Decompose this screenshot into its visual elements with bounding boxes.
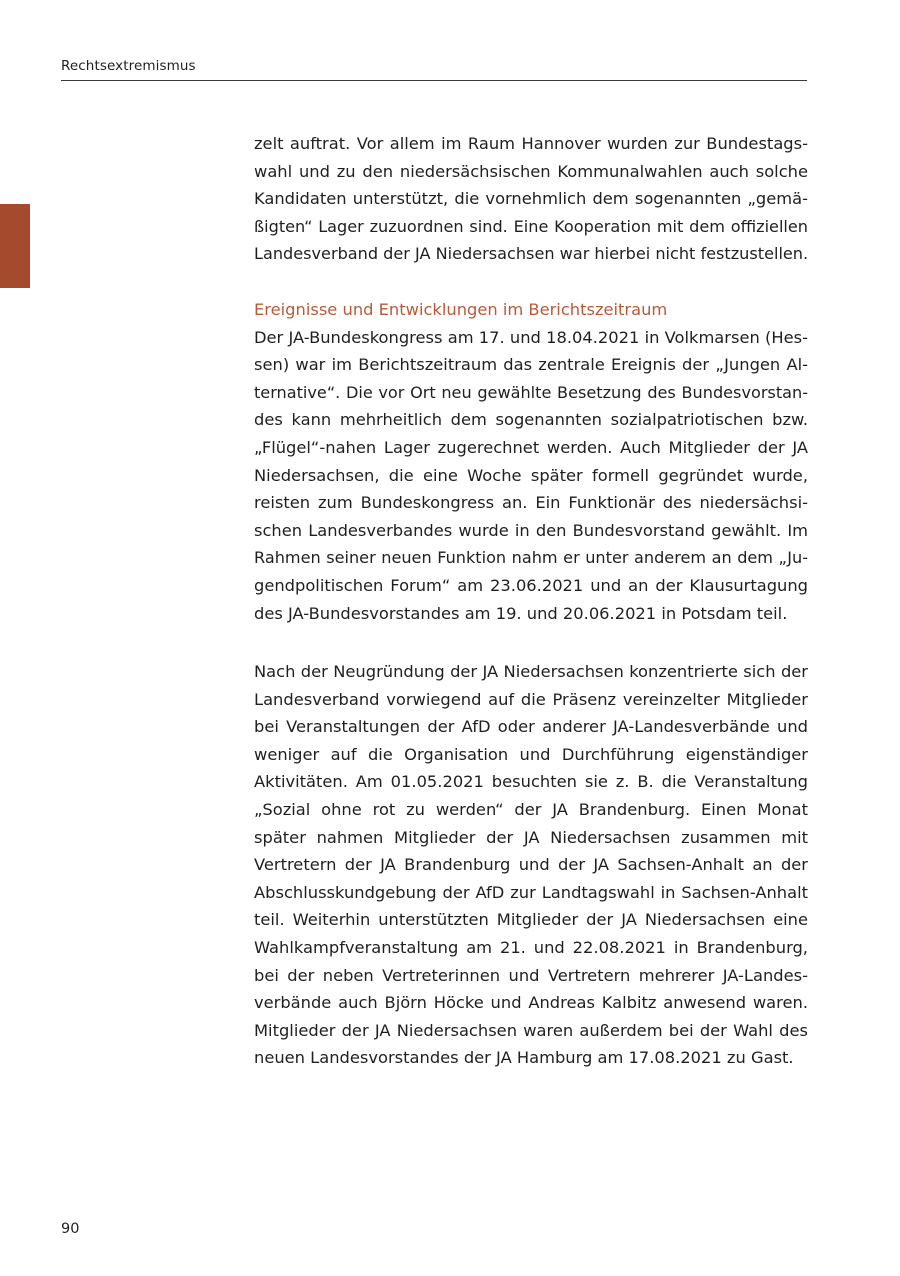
text-line: neuen Landesvorstandes der JA Hamburg am 17.08.2021 zu Gast. <box>254 1048 794 1068</box>
text-line: zelt auftrat. Vor allem im Raum Hannover wurden zur Bundestags- <box>254 134 808 153</box>
text-line: verbände auch Björn Höcke und Andreas Kalbitz anwesend waren. <box>254 993 808 1013</box>
paragraph-1 <box>254 130 808 268</box>
text-line: Niedersachsen, die eine Woche später formell gegründet wurde, <box>254 465 808 485</box>
text-line: weniger auf die Organisation und Durchführung eigenständiger <box>254 744 808 764</box>
text-line: Aktivitäten. Am 01.05.2021 besuchten sie z. B. die Veranstaltung <box>254 772 808 792</box>
chapter-marker-tab <box>0 204 30 288</box>
text-line: Landesverband vorwiegend auf die Präsenz vereinzelter Mitglieder <box>254 689 808 709</box>
text-line: ternative“. Die vor Ort neu gewählte Besetzung des Bundesvorstan- <box>254 382 808 402</box>
text-line: Mitglieder der JA Niedersachsen waren außerdem bei der Wahl des <box>254 1020 808 1040</box>
header-rule <box>61 80 807 81</box>
section-heading: Ereignisse und Entwicklungen im Berichtszeitraum <box>254 300 668 319</box>
text-line: ßigten“ Lager zuzuordnen sind. Eine Kooperation mit dem offiziellen <box>254 216 808 236</box>
text-line: Landesverband der JA Niedersachsen war hierbei nicht festzustellen. <box>254 244 809 264</box>
running-header: Rechtsextremismus <box>61 58 196 74</box>
text-line: „Flügel“-nahen Lager zugerechnet werden. Auch Mitglieder der JA <box>254 437 808 457</box>
text-line: Abschlusskundgebung der AfD zur Landtagswahl in Sachsen-Anhalt <box>254 882 808 902</box>
text-line: des JA-Bundesvorstandes am 19. und 20.06.2021 in Potsdam teil. <box>254 603 788 623</box>
text-line: später nahmen Mitglieder der JA Niedersachsen zusammen mit <box>254 827 808 847</box>
text-line: schen Landesverbandes wurde in den Bundesvorstand gewählt. Im <box>254 520 808 540</box>
text-line: Rahmen seiner neuen Funktion nahm er unter anderem an dem „Ju- <box>254 548 808 568</box>
text-line: Nach der Neugründung der JA Niedersachsen konzentrierte sich der <box>254 662 808 681</box>
text-line: gendpolitischen Forum“ am 23.06.2021 und an der Klausurtagung <box>254 575 808 595</box>
text-line: bei Veranstaltungen der AfD oder anderer JA-Landesverbände und <box>254 717 808 737</box>
text-line: Der JA-Bundeskongress am 17. und 18.04.2021 in Volkmarsen (Hes- <box>254 327 808 347</box>
text-line: Wahlkampfveranstaltung am 21. und 22.08.2021 in Brandenburg, <box>254 937 808 957</box>
text-line: bei der neben Vertreterinnen und Vertretern mehrerer JA-Landes- <box>254 965 808 985</box>
text-line: Kandidaten unterstützt, die vornehmlich dem sogenannten „gemä- <box>254 189 808 209</box>
paragraph-3 <box>254 658 808 1072</box>
section-events <box>254 296 808 627</box>
text-line: Vertretern der JA Brandenburg und der JA Sachsen-Anhalt an der <box>254 855 808 875</box>
text-line: teil. Weiterhin unterstützten Mitglieder der JA Niedersachsen eine <box>254 910 808 930</box>
page-number: 90 <box>61 1221 80 1237</box>
text-line: des kann mehrheitlich dem sogenannten sozialpatriotischen bzw. <box>254 410 808 430</box>
text-line: „Sozial ohne rot zu werden“ der JA Brandenburg. Einen Monat <box>254 799 808 819</box>
text-line: wahl und zu den niedersächsischen Kommunalwahlen auch solche <box>254 161 808 181</box>
text-line: reisten zum Bundeskongress an. Ein Funktionär des niedersächsi- <box>254 493 808 513</box>
text-line: sen) war im Berichtszeitraum das zentrale Ereignis der „Jungen Al- <box>254 355 808 375</box>
